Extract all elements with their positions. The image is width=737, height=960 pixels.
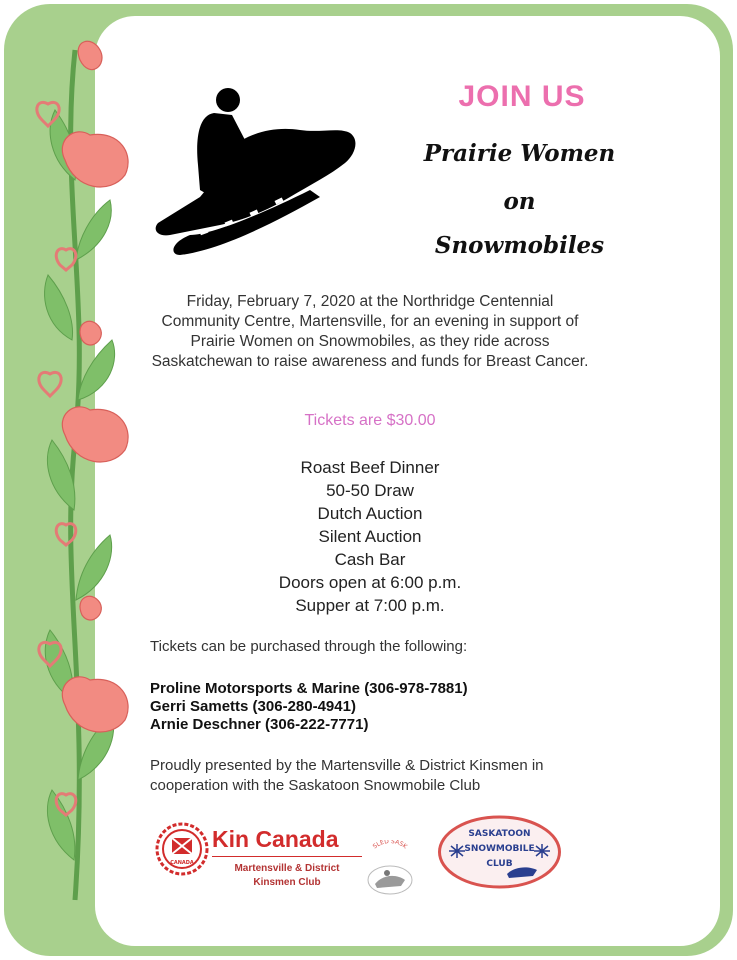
program-item: Silent Auction (318, 527, 422, 546)
seller-item: Gerri Sametts (306-280-4941) (150, 698, 356, 715)
ssc-line-3: CLUB (486, 859, 513, 869)
ssc-line-2: SNOWMOBILE (464, 844, 535, 854)
program-item: Dutch Auction (317, 504, 423, 523)
snowmobile-rider-silhouette (150, 85, 360, 260)
program-item: Supper at 7:00 p.m. (295, 596, 445, 615)
kin-badge-text: CANADA (170, 860, 194, 866)
program-list (150, 456, 590, 617)
presented-by-text: Proudly presented by the Martensville & District Kinsmen in cooperation with the Saskatoon Snowmobile Club (150, 757, 544, 794)
kin-divider (212, 856, 362, 857)
purchase-intro: Tickets can be purchased through the following: (150, 638, 468, 655)
ticket-sellers-list (150, 680, 468, 734)
event-title-line-1: Prairie Women (423, 140, 616, 167)
event-title-line-2: on (503, 188, 536, 215)
join-us-headline: JOIN US (458, 80, 586, 113)
saskatoon-snowmobile-club-logo (437, 814, 562, 890)
rose-vine-decoration (30, 40, 150, 920)
kin-canada-title: Kin Canada (212, 826, 339, 852)
event-description: Friday, February 7, 2020 at the Northridge Centennial Community Centre, Martensville, for an evening in support of Prairie Women on Snowmobiles, as they ride across Saskatchewan to raise awareness and funds for Breast Cancer. (151, 293, 589, 370)
program-item: 50-50 Draw (326, 481, 414, 500)
program-item: Cash Bar (334, 550, 406, 569)
seller-item: Proline Motorsports & Marine (306-978-7881) (150, 680, 468, 697)
program-item: Roast Beef Dinner (300, 458, 440, 477)
ssc-line-1: SASKATOON (468, 829, 531, 839)
program-item: Doors open at 6:00 p.m. (278, 573, 462, 592)
kin-canada-badge-icon (155, 822, 209, 876)
sled-sask-logo-text: SLED SASK (371, 840, 409, 851)
kin-club-subtitle (212, 862, 362, 890)
event-title-line-3: Snowmobiles (434, 232, 605, 259)
kin-subtitle-line: Martensville & District (234, 863, 340, 874)
kin-subtitle-line: Kinsmen Club (253, 877, 321, 888)
ticket-price: Tickets are $30.00 (304, 412, 436, 429)
seller-item: Arnie Deschner (306-222-7771) (150, 716, 369, 733)
sled-saskatoon-logo (357, 840, 423, 908)
